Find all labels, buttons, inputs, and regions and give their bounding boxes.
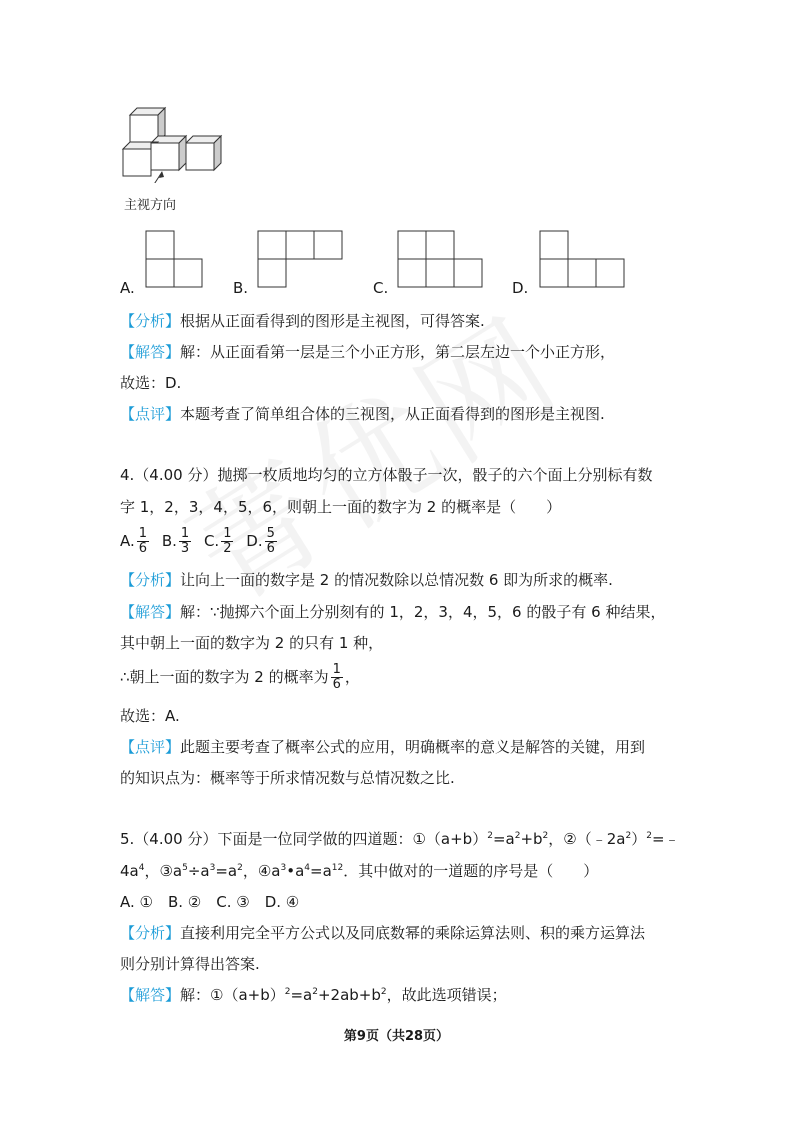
q4-answer-line2: 其中朝上一面的数字为 2 的只有 1 种，	[120, 634, 384, 652]
q4-analysis: 【分析】让向上一面的数字是 2 的情况数除以总情况数 6 即为所求的概率.	[120, 571, 613, 589]
q4-answer-line1: 【解答】解：∵抛掷六个面上分别刻有的 1，2，3，4，5，6 的骰子有 6 种结果，	[120, 603, 666, 621]
q4-answer-line3: ∴朝上一面的数字为 2 的概率为 $\frac{1}{6}$ ，	[120, 662, 360, 692]
figure-caption: 主视方向	[124, 198, 177, 213]
q4-stem-line2: 字 1，2，3，4，5，6，则朝上一面的数字为 2 的概率是（ ）	[120, 498, 562, 516]
q5-answer: 【解答】解：$①(a+b)^2=a^2+2ab+b^2$，故此选项错误；	[120, 986, 507, 1004]
q5-analysis-line1: 【分析】直接利用完全平方公式以及同底数幂的乘除运算法则、积的乘方运算法	[120, 924, 646, 942]
q4-option-b: B. $\frac{1}{3}$	[161, 526, 190, 556]
option-a-label: A.	[120, 279, 135, 297]
page-footer: 第9页（共28页）	[343, 1029, 450, 1044]
q4-option-c: C. $\frac{1}{2}$	[203, 526, 232, 556]
q4-comment-line1: 【点评】此题主要考查了概率公式的应用，明确概率的意义是解答的关键，用到	[120, 738, 646, 756]
q4-stem-line1: 4.（4.00 分）抛掷一枚质地均匀的立方体骰子一次，骰子的六个面上分别标有数	[120, 466, 653, 484]
q3-choice: 故选：D.	[120, 374, 182, 392]
cube-figure	[118, 103, 228, 183]
q5-stem-line2: $4a^4$，$③a^5\div a^3=a^2$，$④a^3•a^4=a^{12}$．其中做对的一道题的序号是（ ）	[120, 862, 599, 880]
q4-comment-line2: 的知识点为：概率等于所求情况数与总情况数之比.	[120, 769, 455, 787]
q4-options	[120, 527, 285, 556]
comment-tag: 【点评】	[120, 405, 181, 423]
q4-choice: 故选：A.	[120, 707, 180, 725]
analysis-tag: 【分析】	[120, 312, 181, 330]
q3-analysis: 【分析】根据从正面看得到的图形是主视图，可得答案.	[120, 312, 485, 330]
q5-analysis-line2: 则分别计算得出答案.	[120, 955, 260, 973]
answer-tag: 【解答】	[120, 343, 181, 361]
q5-options: A. ① B. ② C. ③ D. ④	[120, 893, 300, 911]
option-b-label: B.	[233, 279, 249, 297]
q5-stem-line1: 5.（4.00 分）下面是一位同学做的四道题：$①(a+b)^2=a^2+b^2$，$②(﹣2a^2)^2=﹣$	[120, 830, 680, 848]
q3-comment: 【点评】本题考查了简单组合体的三视图，从正面看得到的图形是主视图.	[120, 405, 605, 423]
q4-option-d: D. $\frac{5}{6}$	[246, 526, 275, 556]
option-c-label: C.	[373, 279, 389, 297]
option-d-label: D.	[512, 279, 529, 297]
q3-answer: 【解答】解：从正面看第一层是三个小正方形，第二层左边一个小正方形，	[120, 343, 616, 361]
q4-option-a: A. $\frac{1}{6}$	[120, 526, 148, 556]
